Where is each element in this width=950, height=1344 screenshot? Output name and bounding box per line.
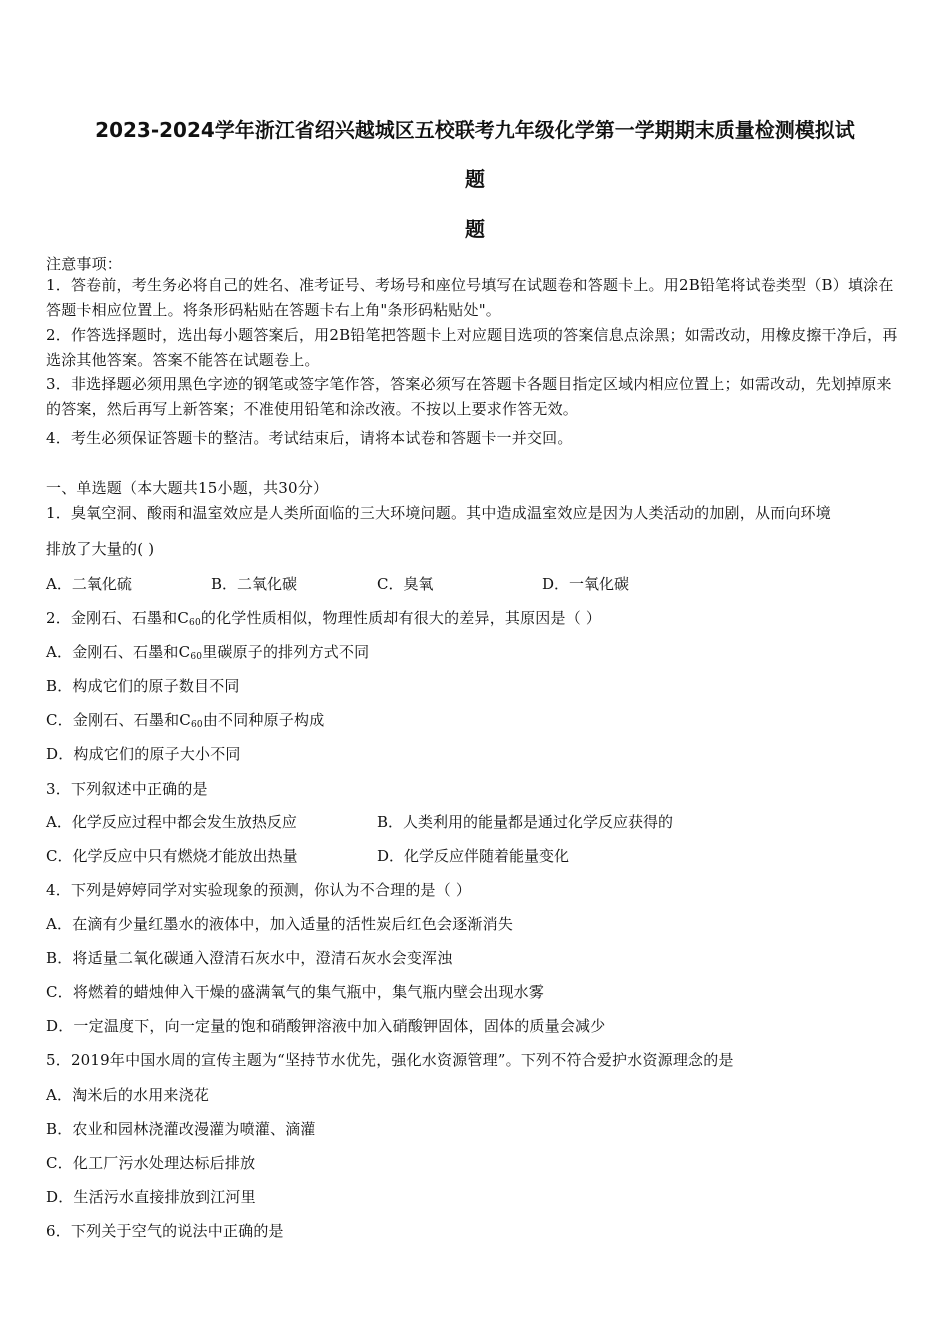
option-b: B．将适量二氧化碳通入澄清石灰水中，澄清石灰水会变浑浊 — [46, 949, 453, 967]
note-item: 4．考生必须保证答题卡的整洁。考试结束后，请将本试卷和答题卡一并交回。 — [46, 429, 573, 447]
option-b: B．构成它们的原子数目不同 — [46, 677, 240, 695]
option-d: D．生活污水直接排放到江河里 — [46, 1188, 256, 1206]
stem-text: 的化学性质相似，物理性质却有很大的差异，其原因是（ ） — [200, 609, 602, 627]
option-text: C．金刚石、石墨和C — [46, 711, 191, 729]
option-text: A．金刚石、石墨和C — [46, 643, 191, 661]
subscript: 60 — [190, 720, 203, 730]
page-title: 2023-2024学年浙江省绍兴越城区五校联考九年级化学第一学期期末质量检测模拟试 — [95, 118, 855, 142]
question-stem-cont: 排放了大量的( ) — [46, 540, 155, 558]
option-a: A．二氧化硫 — [46, 575, 132, 593]
page-title-cont: 题 — [465, 167, 485, 191]
option-a: A．在滴有少量红墨水的液体中，加入适量的活性炭后红色会逐渐消失 — [46, 915, 514, 933]
option-text: 里碳原子的排列方式不同 — [202, 643, 370, 661]
question-stem — [46, 607, 601, 628]
question-stem: 3．下列叙述中正确的是 — [46, 780, 208, 798]
option-d: D．构成它们的原子大小不同 — [46, 745, 241, 763]
option-b: B．二氧化碳 — [211, 575, 298, 593]
option-a: A．化学反应过程中都会发生放热反应 — [46, 813, 297, 831]
question-stem: 1．臭氧空洞、酸雨和温室效应是人类所面临的三大环境问题。其中造成温室效应是因为人类活动的加剧，从而向环境 — [46, 504, 831, 522]
question-stem: 6．下列关于空气的说法中正确的是 — [46, 1222, 284, 1240]
question-stem: 5．2019年中国水周的宣传主题为“坚持节水优先，强化水资源管理”。下列不符合爱护水资源理念的是 — [46, 1051, 734, 1069]
subscript: 60 — [190, 652, 203, 662]
option-c: C．臭氧 — [377, 575, 434, 593]
stem-text: 2．金刚石、石墨和C — [46, 609, 190, 627]
option-b: B．农业和园林浇灌改漫灌为喷灌、滴灌 — [46, 1120, 316, 1138]
option-c: C．将燃着的蜡烛伸入干燥的盛满氧气的集气瓶中，集气瓶内壁会出现水雾 — [46, 983, 545, 1001]
option-d: D．一氧化碳 — [542, 575, 630, 593]
subscript: 60 — [189, 618, 201, 628]
page-title-cont-2: 题 — [465, 217, 485, 241]
option-c: C．化学反应中只有燃烧才能放出热量 — [46, 847, 298, 865]
option-text: 由不同种原子构成 — [202, 711, 325, 729]
section-heading: 一、单选题（本大题共15小题，共30分） — [46, 479, 329, 497]
option-c: C．化工厂污水处理达标后排放 — [46, 1154, 256, 1172]
note-item: 1．答卷前，考生务必将自己的姓名、准考证号、考场号和座位号填写在试题卷和答题卡上。用2B铅笔将试卷类型（B）填涂在答题卡相应位置上。将条形码粘贴在答题卡右上角"条形码粘贴处"。 — [46, 276, 894, 319]
note-item: 2．作答选择题时，选出每小题答案后，用2B铅笔把答题卡上对应题目选项的答案信息点涂黑；如需改动，用橡皮擦干净后，再选涂其他答案。答案不能答在试题卷上。 — [46, 326, 898, 369]
option-d: D．一定温度下，向一定量的饱和硝酸钾溶液中加入硝酸钾固体，固体的质量会减少 — [46, 1017, 606, 1035]
note-item: 3．非选择题必须用黑色字迹的钢笔或签字笔作答，答案必须写在答题卡各题目指定区域内相应位置上；如需改动，先划掉原来的答案，然后再写上新答案；不准使用铅笔和涂改液。不按以上要求作答无效。 — [46, 375, 892, 418]
notes-heading: 注意事项： — [46, 255, 123, 273]
option-b: B．人类利用的能量都是通过化学反应获得的 — [377, 813, 674, 831]
option-d: D．化学反应伴随着能量变化 — [377, 847, 570, 865]
option-a — [46, 641, 369, 662]
option-a: A．淘米后的水用来浇花 — [46, 1086, 210, 1104]
option-c — [46, 709, 324, 730]
question-stem: 4．下列是婷婷同学对实验现象的预测，你认为不合理的是（ ） — [46, 881, 472, 899]
